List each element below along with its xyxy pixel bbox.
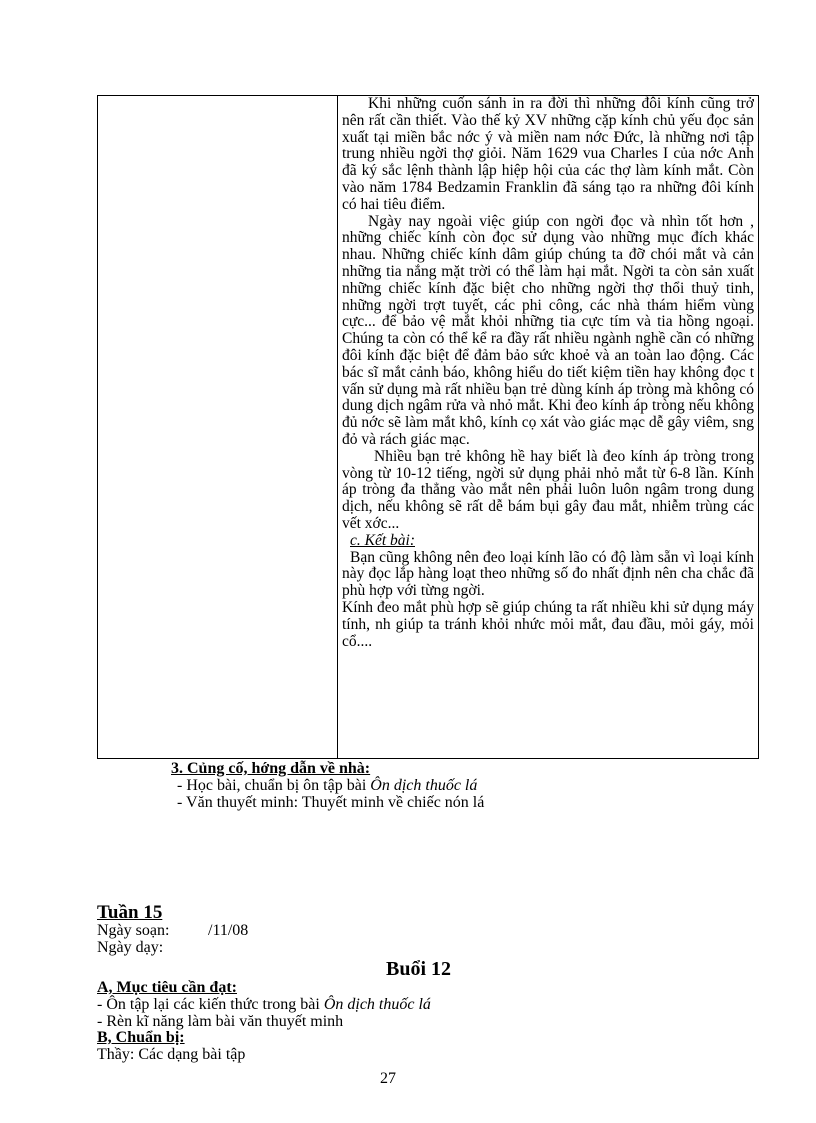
reinforce-item-2: - Văn thuyết minh: Thuyết minh về chiếc nón lá: [177, 794, 485, 811]
teach-date-label: Ngày dạy:: [97, 939, 164, 956]
table-column-divider: [337, 96, 338, 758]
section-a-item-1: [97, 996, 431, 1014]
reinforce-item-1-title: Ôn dịch thuốc lá: [370, 777, 478, 794]
page-number: 27: [380, 1070, 396, 1087]
section-b-heading: B, Chuẩn bị:: [97, 1029, 185, 1046]
conclusion-heading: c. Kết bài:: [350, 531, 415, 549]
conclusion-paragraph-2: Kính đeo mắt phù hợp sẽ giúp chúng ta rất nhiều khi sử dụng máy tính, nh giúp ta tránh khỏi nhức mỏi mắt, đau đầu, mỏi gáy, mỏi cổ....: [342, 598, 754, 650]
session-title: Buổi 12: [386, 958, 452, 980]
section-b-item-1: Thầy: Các dạng bài tập: [97, 1046, 246, 1063]
reinforce-item-1-prefix: - Học bài, chuẩn bị ôn tập bài: [177, 777, 371, 794]
reinforce-heading: 3. Củng cố, hớng dẫn về nhà:: [171, 760, 371, 777]
reinforce-item-1: [177, 777, 477, 795]
section-a-item-2: - Rèn kĩ năng làm bài văn thuyết minh: [97, 1013, 344, 1030]
table-right-cell: [342, 96, 754, 758]
section-a-item-1-title: Ôn dịch thuốc lá: [323, 996, 431, 1013]
paragraph-1: Khi những cuốn sánh in ra đời thì những đôi kính cũng trở nên rất cần thiết. Vào thế kỷ XV những cặp kính chủ yếu đọc sản xuất tại miền bắc nớc ý và miền nam nớc Đức, là những nơi tập trung nhiều ngời thợ giỏi. Năm 1629 vua Charles I của nớc Anh đã ký sắc lệnh thành lập hiệp hội của các thợ làm kính mắt. Còn vào năm 1784 Bedzamin Franklin đã sáng tạo ra những đôi kính có hai tiêu điểm.: [342, 96, 754, 213]
section-a-item-1-prefix: - Ôn tập lại các kiến thức trong bài: [97, 996, 324, 1013]
conclusion-paragraph-1: Bạn cũng không nên đeo loại kính lão có độ làm sẵn vì loại kính này đọc lắp hàng loạt theo những số đo nhất định nên cha chắc đã phù hợp với từng ngời.: [342, 548, 754, 600]
content-table: [97, 95, 759, 759]
paragraph-3: Nhiều bạn trẻ không hề hay biết là đeo kính áp tròng trong vòng từ 10-12 tiếng, ngời sử dụng phải nhỏ mắt từ 6-8 lần. Kính áp tròng đa thẳng vào mắt nên phải luôn luôn ngâm trong dung dịch, nếu không sẽ rất dễ bám bụi gây đau mắt, nhiễm trùng các vết xớc...: [342, 447, 754, 532]
section-a-heading: A, Mục tiêu cần đạt:: [97, 979, 237, 996]
prep-date-label: Ngày soạn:: [97, 922, 170, 939]
paragraph-2: Ngày nay ngoài việc giúp con ngời đọc và nhìn tốt hơn , những chiếc kính còn đọc sử dụng vào những mục đích khác nhau. Những chiếc kính dâm giúp chúng ta đỡ chói mắt và cản những tia nắng mặt trời có thể làm hại mắt. Ngời ta còn sản xuất những chiếc kính đặc biệt cho những ngời thợ thổi thuỷ tinh, những ngời trợt tuyết, các phi công, các nhà thám hiểm vùng cực... để bảo vệ mắt khỏi những tia cực tím và tia hồng ngoại. Chúng ta còn có thể kể ra đầy rất nhiều ngành nghề cần có những đôi kính đặc biệt để đảm bảo sức khoẻ và an toàn lao động. Các bác sĩ mắt cảnh báo, không hiểu do tiết kiệm tiền hay không đọc t vấn sử dụng mà rất nhiều bạn trẻ dùng kính áp tròng mà không có dung dịch ngâm rửa và nhỏ mắt. Khi đeo kính áp tròng nếu không đủ nớc sẽ làm mắt khô, kính cọ xát vào giác mạc dễ gây viêm, sng đỏ và rách giác mạc.: [342, 212, 754, 448]
prep-date-value: /11/08: [208, 922, 249, 939]
week-title: Tuần 15: [97, 902, 163, 923]
